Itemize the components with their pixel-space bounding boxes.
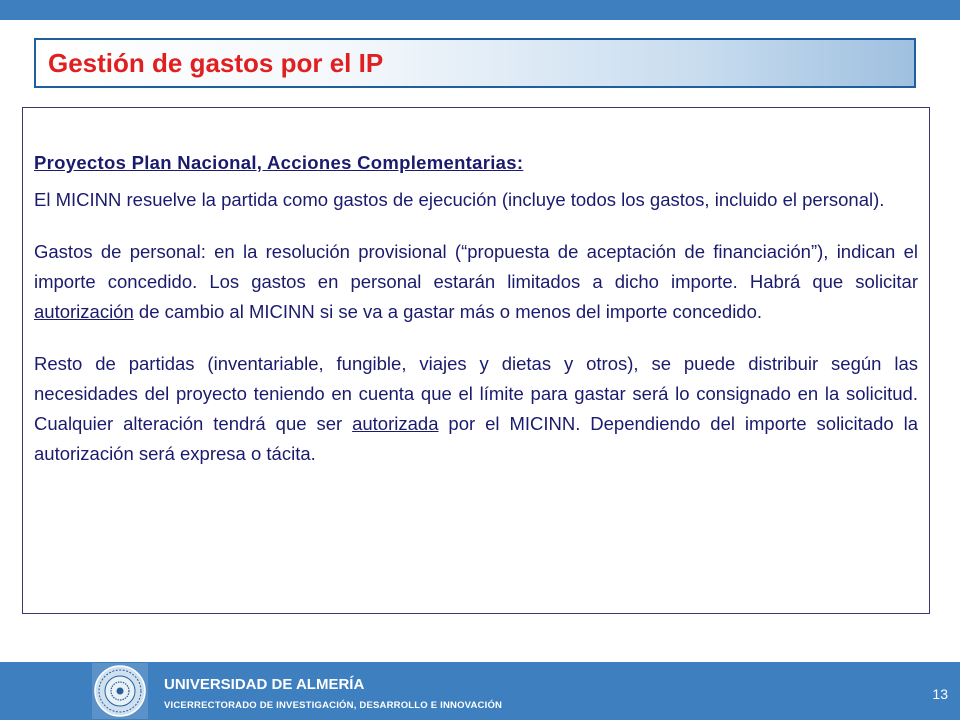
paragraph-3-text-a: Resto de partidas (inventariable, fungible, viajes y dietas y otros), se puede distribuir según las necesidades del proyecto teniendo en cuenta que el límite para gastar será lo consignado en la solicitud. Cualquier alteración tendrá que ser: [34, 353, 918, 434]
paragraph-2: [34, 237, 918, 327]
university-name: UNIVERSIDAD DE ALMERÍA: [164, 676, 365, 693]
content-body: [34, 148, 918, 491]
paragraph-1: El MICINN resuelve la partida como gastos de ejecución (incluye todos los gastos, incluido el personal).: [34, 189, 885, 210]
paragraph-2-underlined: autorización: [34, 301, 134, 322]
paragraph-3: [34, 349, 918, 469]
top-bar: [0, 0, 960, 20]
paragraph-2-text-a: Gastos de personal: en la resolución provisional (“propuesta de aceptación de financiación”), indican el importe concedido. Los gastos en personal estarán limitados a dicho importe. Habrá que solicitar: [34, 241, 918, 292]
paragraph-3-underlined: autorizada: [352, 413, 439, 434]
vicerrectorado-label: VICERRECTORADO DE INVESTIGACIÓN, DESARROLLO E INNOVACIÓN: [164, 700, 503, 711]
footer-bar: [0, 662, 960, 720]
page-number: 13: [932, 686, 948, 702]
section-heading: Proyectos Plan Nacional, Acciones Complementarias:: [34, 152, 524, 173]
slide-title: Gestión de gastos por el IP: [48, 48, 384, 78]
paragraph-3-text-b: por el MICINN. Dependiendo del importe solicitado la autorización será expresa o tácita.: [34, 413, 918, 464]
paragraph-2-text-b: de cambio al MICINN si se va a gastar más o menos del importe concedido.: [133, 301, 763, 322]
university-seal-icon: [92, 663, 148, 719]
title-box: [34, 38, 916, 88]
content-box: [22, 107, 930, 614]
